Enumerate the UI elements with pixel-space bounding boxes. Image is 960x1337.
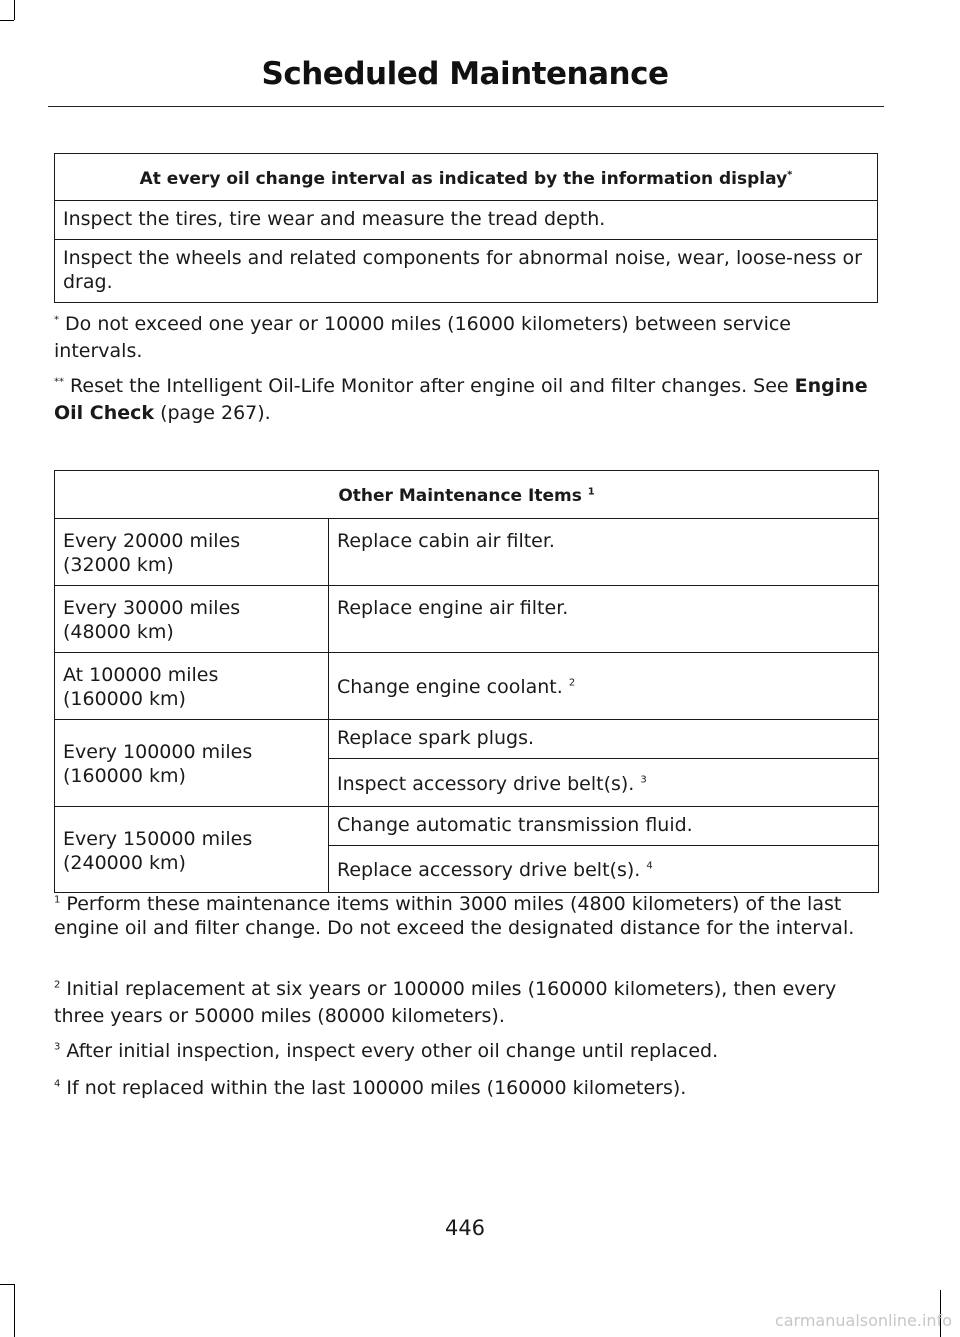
crop-mark <box>0 1284 14 1285</box>
interval-cell: Every 150000 miles (240000 km) <box>55 807 329 893</box>
crop-mark <box>0 20 14 21</box>
item-cell <box>329 586 879 653</box>
table-row <box>55 240 878 303</box>
item-text: Replace accessory drive belt(s). <box>337 859 647 881</box>
watermark: carmanualsonline.info <box>774 1311 952 1330</box>
oil-table-header-text: At every oil change interval as indicated by the information display <box>139 169 788 189</box>
footnote-text: Perform these maintenance items within 3000 miles (4800 kilometers) of the last engine oil and filter change. Do not exceed the designated distance for the interval. <box>54 893 855 939</box>
footnote-text: After initial inspection, inspect every other oil change until replaced. <box>60 1040 719 1062</box>
page-title: Scheduled Maintenance <box>261 56 669 92</box>
footnote-double-star <box>54 373 884 427</box>
item-text: Change engine coolant. <box>337 676 569 698</box>
item-cell <box>329 759 879 807</box>
crop-mark <box>14 1284 15 1337</box>
item-cell <box>329 720 879 759</box>
oil-table-header <box>55 154 878 201</box>
footnote-text: Initial replacement at six years or 100000 miles (160000 kilometers), then every three years or 50000 miles (80000 kilometers). <box>54 978 837 1027</box>
footnote-text: If not replaced within the last 100000 miles (160000 kilometers). <box>60 1077 687 1099</box>
interval-cell: Every 100000 miles (160000 km) <box>55 720 329 807</box>
item-text: Replace engine air filter. <box>337 597 569 619</box>
footnote-3 <box>54 1039 884 1063</box>
footnote-mark: 4 <box>54 1078 61 1090</box>
footnote-text: Reset the Intelligent Oil-Life Monitor after engine oil and filter changes. See <box>64 375 795 397</box>
item-text: Change automatic transmission fluid. <box>337 814 693 836</box>
footnote-mark: 3 <box>54 1041 61 1053</box>
page-reference: (page 267). <box>154 402 271 424</box>
table-cell: Inspect the tires, tire wear and measure the tread depth. <box>55 201 878 240</box>
crop-mark <box>14 0 15 20</box>
footnote-mark: * <box>787 169 793 181</box>
footnote-star <box>54 311 884 365</box>
footnote-mark: 2 <box>568 677 576 689</box>
item-cell <box>329 519 879 586</box>
footnote-mark: ** <box>54 376 64 388</box>
interval-cell: At 100000 miles (160000 km) <box>55 653 329 720</box>
maint-table-header-text: Other Maintenance Items <box>338 486 588 506</box>
title-divider <box>48 106 884 107</box>
page-number: 446 <box>444 1216 486 1240</box>
table-row <box>55 519 879 586</box>
footnote-mark: 2 <box>54 979 61 991</box>
table-row <box>55 586 879 653</box>
footnote-2 <box>54 976 884 1030</box>
interval-cell: Every 20000 miles (32000 km) <box>55 519 329 586</box>
engine-oil-check-link[interactable]: Engine Oil Check <box>54 375 868 424</box>
footnote-mark: 1 <box>54 894 61 906</box>
footnote-mark: 4 <box>646 860 653 872</box>
footnote-mark: * <box>54 314 59 326</box>
item-text: Replace spark plugs. <box>337 727 535 749</box>
table-cell: Inspect the wheels and related components for abnormal noise, wear, loose-ness or drag. <box>55 240 878 303</box>
footnote-4 <box>54 1076 884 1100</box>
oil-change-table <box>54 153 878 303</box>
item-cell <box>329 846 879 893</box>
item-text: Replace cabin air filter. <box>337 530 555 552</box>
interval-cell: Every 30000 miles (48000 km) <box>55 586 329 653</box>
maint-table-header <box>55 471 879 519</box>
footnote-mark: 3 <box>640 774 647 786</box>
footnote-1 <box>54 892 884 940</box>
footnote-text: Do not exceed one year or 10000 miles (16000 kilometers) between service intervals. <box>54 313 791 362</box>
footnote-mark: 1 <box>587 486 595 498</box>
table-row <box>55 653 879 720</box>
item-cell <box>329 807 879 846</box>
item-text: Inspect accessory drive belt(s). <box>337 772 641 795</box>
table-row <box>55 720 879 759</box>
other-maintenance-table <box>54 470 879 893</box>
item-cell <box>329 653 879 720</box>
table-row <box>55 201 878 240</box>
table-row <box>55 807 879 846</box>
